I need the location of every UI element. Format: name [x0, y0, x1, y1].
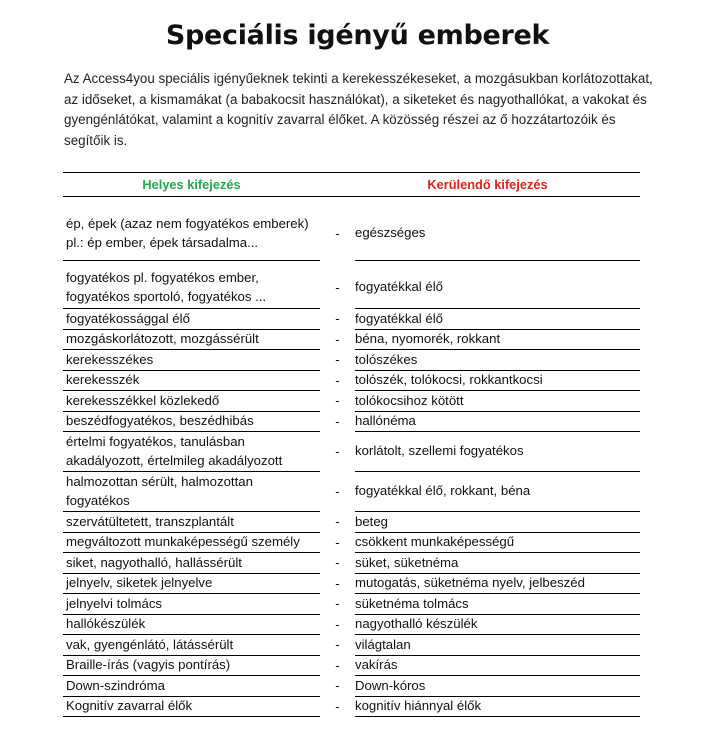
- table-body: [63, 197, 640, 717]
- row-separator: -: [335, 678, 340, 693]
- table-row: [63, 656, 640, 677]
- term-good: fogyatékossággal élő: [63, 309, 320, 330]
- table-row: [63, 197, 640, 261]
- term-bad: csökkent munkaképességű: [355, 533, 640, 554]
- term-bad: kognitív hiánnyal élők: [355, 697, 640, 718]
- row-separator: -: [335, 596, 340, 611]
- term-bad: egészséges: [355, 207, 640, 261]
- table-row: [63, 330, 640, 351]
- term-bad: világtalan: [355, 635, 640, 656]
- header-bad: Kerülendő kifejezés: [427, 177, 548, 192]
- term-good: hallókészülék: [63, 615, 320, 636]
- term-bad: tolókocsihoz kötött: [355, 391, 640, 412]
- term-good: kerekesszék: [63, 371, 320, 392]
- table-row: [63, 371, 640, 392]
- row-separator: -: [335, 616, 340, 632]
- table-row: [63, 635, 640, 656]
- term-good: jelnyelv, siketek jelnyelve: [63, 574, 320, 595]
- term-good: ép, épek (azaz nem fogyatékos emberek) pl.: ép ember, épek társadalma...: [63, 207, 320, 261]
- term-good: kerekesszékkel közlekedő: [63, 391, 320, 412]
- term-good: kerekesszékes: [63, 350, 320, 371]
- table-row: [63, 676, 640, 697]
- term-good: megváltozott munkaképességű személy: [63, 533, 320, 554]
- row-separator: -: [335, 393, 340, 408]
- term-good: Kognitív zavarral élők: [63, 697, 320, 718]
- table-row: [63, 412, 640, 433]
- term-bad: vakírás: [355, 656, 640, 677]
- term-good: Down-szindróma: [63, 676, 320, 697]
- term-good: halmozottan sérült, halmozottan fogyatékos: [63, 472, 320, 512]
- row-separator: -: [335, 698, 340, 714]
- row-separator: -: [335, 331, 340, 347]
- term-bad: fogyatékkal élő: [355, 309, 640, 330]
- term-bad: béna, nyomorék, rokkant: [355, 330, 640, 351]
- row-separator: -: [335, 279, 340, 295]
- term-bad: hallónéma: [355, 412, 640, 433]
- term-good: értelmi fogyatékos, tanulásban akadályozott, értelmileg akadályozott: [63, 432, 320, 472]
- row-separator: -: [335, 575, 340, 591]
- table-row: [63, 261, 640, 309]
- term-bad: nagyothalló készülék: [355, 615, 640, 636]
- term-bad: fogyatékkal élő, rokkant, béna: [355, 472, 640, 512]
- term-bad: mutogatás, süketnéma nyelv, jelbeszéd: [355, 574, 640, 595]
- row-separator: -: [335, 311, 340, 326]
- terms-table: [63, 172, 640, 717]
- row-separator: -: [335, 514, 340, 529]
- term-good: vak, gyengénlátó, látássérült: [63, 635, 320, 656]
- term-bad: Down-kóros: [355, 676, 640, 697]
- row-separator: -: [335, 443, 340, 459]
- row-separator: -: [335, 372, 340, 388]
- page-title: Speciális igényű emberek: [165, 20, 550, 51]
- table-row: [63, 350, 640, 371]
- term-good: jelnyelvi tolmács: [63, 594, 320, 615]
- term-bad: süket, süketnéma: [355, 553, 640, 574]
- term-bad: tolószék, tolókocsi, rokkantkocsi: [355, 371, 640, 392]
- header-good: Helyes kifejezés: [142, 177, 241, 192]
- table-row: [63, 533, 640, 554]
- table-row: [63, 432, 640, 472]
- term-good: szervátültetett, transzplantált: [63, 512, 320, 533]
- table-header: [63, 172, 640, 197]
- row-separator: -: [335, 555, 340, 570]
- row-separator: -: [335, 657, 340, 673]
- term-bad: beteg: [355, 512, 640, 533]
- term-bad: tolószékes: [355, 350, 640, 371]
- table-row: [63, 615, 640, 636]
- term-good: Braille-írás (vagyis pontírás): [63, 656, 320, 677]
- table-row: [63, 574, 640, 595]
- table-row: [63, 309, 640, 330]
- term-good: beszédfogyatékos, beszédhibás: [63, 412, 320, 433]
- table-row: [63, 553, 640, 574]
- term-good: siket, nagyothalló, hallássérült: [63, 553, 320, 574]
- row-separator: -: [335, 534, 340, 550]
- term-bad: fogyatékkal élő: [355, 267, 640, 309]
- row-separator: -: [335, 483, 340, 499]
- row-separator: -: [335, 352, 340, 367]
- table-row: [63, 391, 640, 412]
- term-good: fogyatékos pl. fogyatékos ember, fogyatékos sportoló, fogyatékos ...: [63, 267, 320, 309]
- row-separator: -: [335, 413, 340, 429]
- term-good: mozgáskorlátozott, mozgássérült: [63, 330, 320, 351]
- row-separator: -: [335, 637, 340, 652]
- intro-paragraph: Az Access4you speciális igényűeknek tekinti a kerekesszékeseket, a mozgásukban korlátozottakat, az időseket, a kismamákat (a babakocsit használókat), a siketeket és nagyothallókat, a vakokat és gyengénlátókat, valamint a kognitív zavarral élőket. A közösség részei az ő hozzátartozóik és segítőik is.: [64, 71, 653, 148]
- term-bad: korlátolt, szellemi fogyatékos: [355, 432, 640, 472]
- table-row: [63, 594, 640, 615]
- table-row: [63, 512, 640, 533]
- table-row: [63, 472, 640, 512]
- row-separator: -: [335, 225, 340, 241]
- table-row: [63, 697, 640, 718]
- term-bad: süketnéma tolmács: [355, 594, 640, 615]
